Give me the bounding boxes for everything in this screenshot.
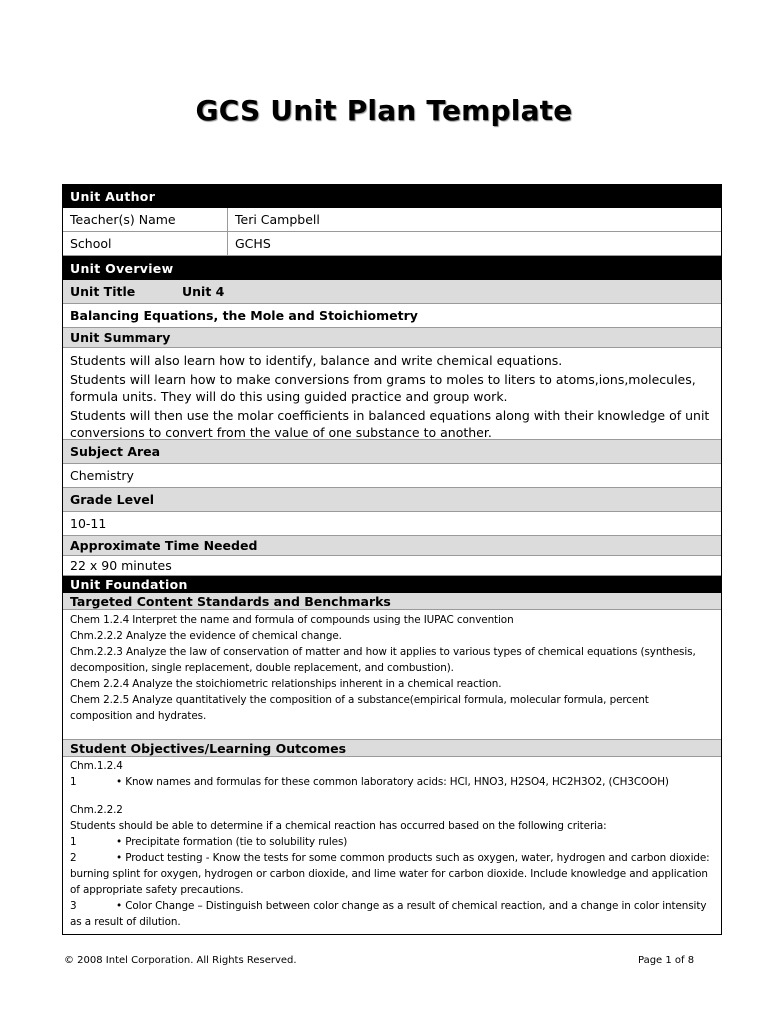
unit-title-full: Balancing Equations, the Mole and Stoichiometry <box>63 304 721 328</box>
subject-area-label: Subject Area <box>63 440 721 464</box>
standard-item: Chm.2.2.2 Analyze the evidence of chemical change. <box>70 630 342 642</box>
summary-paragraph: Students will learn how to make conversions from grams to moles to liters to atoms,ions,molecules, formula units. They will do this using guided practice and group work. <box>70 372 696 404</box>
grade-level-value: 10-11 <box>63 512 721 536</box>
subject-area-value: Chemistry <box>63 464 721 488</box>
objective-code: Chm.2.2.2 <box>70 804 123 816</box>
standard-item: Chem 2.2.5 Analyze quantitatively the composition of a substance(empirical formula, molecular formula, percent composition and hydrates. <box>70 694 649 722</box>
summary-paragraph: Students will then use the molar coefficients in balanced equations along with their knowledge of unit conversions to convert from the value of one substance to another. <box>70 408 710 440</box>
objective-item: 1 • Know names and formulas for these common laboratory acids: HCl, HNO3, H2SO4, HC2H3O2, (CH3COOH) <box>70 776 669 788</box>
objective-item: 1 • Precipitate formation (tie to solubility rules) <box>70 836 348 848</box>
summary-paragraph: Students will also learn how to identify, balance and write chemical equations. <box>70 353 563 368</box>
unit-summary <box>63 348 721 440</box>
standards-label: Targeted Content Standards and Benchmarks <box>63 593 721 610</box>
section-header-unit-foundation: Unit Foundation <box>63 576 721 593</box>
page-title: GCS Unit Plan Template <box>195 94 573 127</box>
unit-plan-table <box>62 184 722 935</box>
objectives-label: Student Objectives/Learning Outcomes <box>63 740 721 757</box>
objective-item: 2 • Product testing - Know the tests for some common products such as oxygen, water, hydrogen and carbon dioxide: burning splint for oxygen, hydrogen or carbon dioxide, and lime water for carbon dioxide. Include knowledge and application of appropriate safety precautions. <box>70 852 710 896</box>
unit-title-row <box>63 280 721 304</box>
objective-code: Chm.1.2.4 <box>70 760 123 772</box>
objective-item: 3 • Color Change – Distinguish between color change as a result of chemical reaction, and a change in color intensity as a result of dilution. <box>70 900 707 928</box>
section-header-unit-author: Unit Author <box>63 184 721 208</box>
time-needed-value: 22 x 90 minutes <box>63 556 721 576</box>
school-row <box>63 232 721 256</box>
time-needed-label: Approximate Time Needed <box>63 536 721 556</box>
section-header-unit-overview: Unit Overview <box>63 256 721 280</box>
unit-title-label: Unit Title <box>70 284 136 299</box>
standard-item: Chm.2.2.3 Analyze the law of conservation of matter and how it applies to various types of chemical equations (synthesis, decomposition, single replacement, double replacement, and combustion). <box>70 646 696 674</box>
teacher-value: Teri Campbell <box>235 212 320 227</box>
unit-summary-label: Unit Summary <box>63 328 721 348</box>
school-value: GCHS <box>235 236 271 251</box>
objectives-list <box>63 757 721 934</box>
school-label: School <box>63 232 228 255</box>
unit-title-value: Unit 4 <box>182 284 225 299</box>
standard-item: Chem 1.2.4 Interpret the name and formula of compounds using the IUPAC convention <box>70 614 514 626</box>
standard-item: Chem 2.2.4 Analyze the stoichiometric relationships inherent in a chemical reaction. <box>70 678 502 690</box>
teacher-label: Teacher(s) Name <box>63 208 228 231</box>
objective-intro: Students should be able to determine if a chemical reaction has occurred based on the following criteria: <box>70 820 607 832</box>
grade-level-label: Grade Level <box>63 488 721 512</box>
footer-copyright: © 2008 Intel Corporation. All Rights Reserved. <box>64 955 297 966</box>
teacher-row <box>63 208 721 232</box>
footer-page-number: Page 1 of 8 <box>638 955 695 966</box>
standards-list <box>63 610 721 740</box>
